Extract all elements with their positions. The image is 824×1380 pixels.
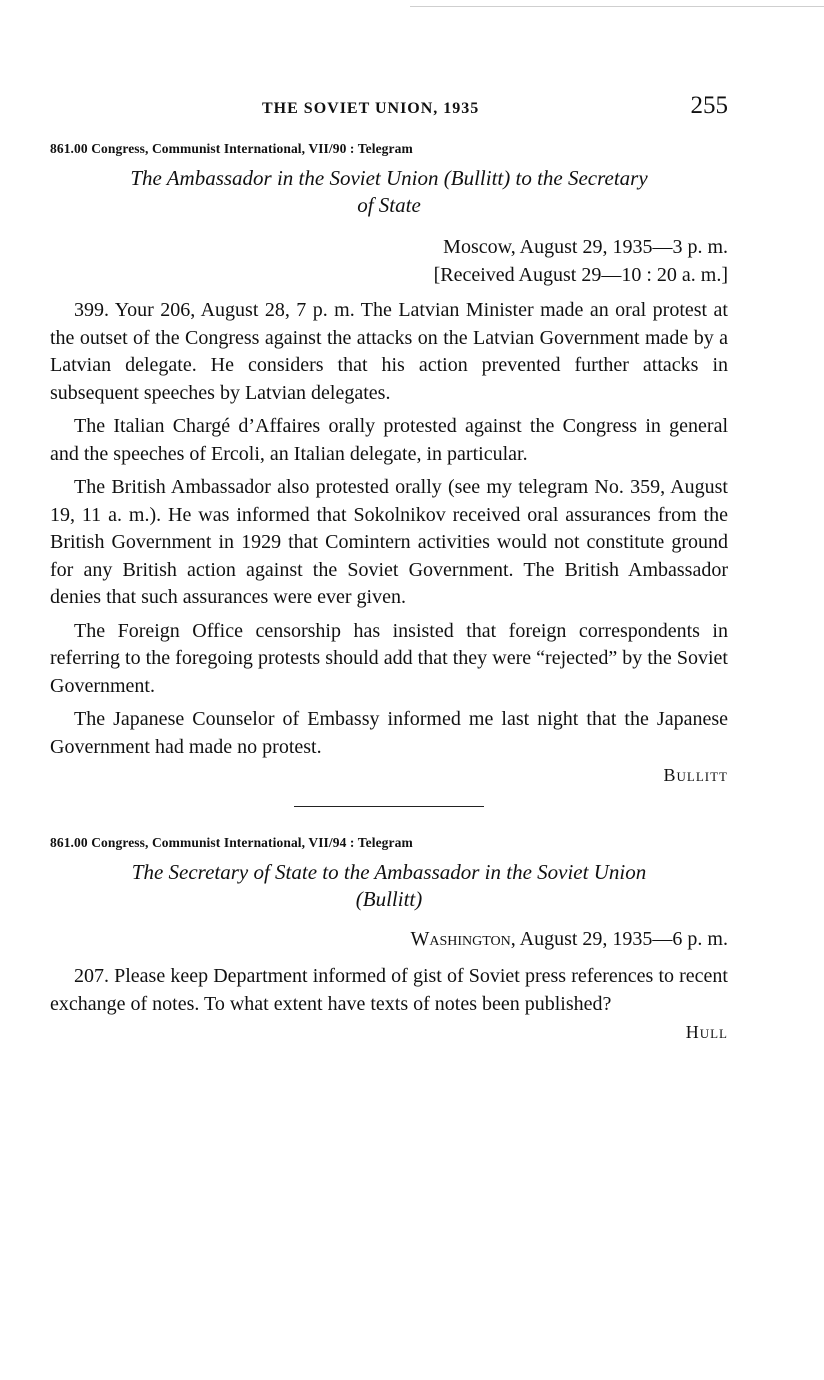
signature: Hull <box>685 1022 728 1042</box>
dateline-place: Washington <box>410 928 511 950</box>
body-paragraph: The Foreign Office censorship has insisted that foreign correspondents in referring to the foregoing protests should add that they were “rejected” by the Soviet Government. <box>50 619 728 697</box>
telegram-2 <box>50 835 728 1043</box>
body-paragraph: 207. Please keep Department informed of gist of Soviet press references to recent exchange of notes. To what extent have texts of notes been published? <box>50 965 728 1015</box>
telegram-1 <box>50 141 728 786</box>
section-divider <box>294 806 484 807</box>
body-paragraph: 399. Your 206, August 28, 7 p. m. The Latvian Minister made an oral protest at the outset of the Congress against the attacks on the Latvian Government made by a Latvian delegate. He considers that his action prevented further attacks in subsequent speeches by Latvian delegates. <box>50 299 728 404</box>
running-header <box>50 92 728 126</box>
body-paragraph: The British Ambassador also protested orally (see my telegram No. 359, August 19, 11 a. m.). He was informed that Sokolnikov received oral assurances from the British Government in 1929 that Comintern activities would not constitute ground for any British action against the Soviet Government. The British Ambassador denies that such assurances were ever given. <box>50 476 728 608</box>
signature: Bullitt <box>663 765 728 785</box>
document-page <box>50 92 728 1043</box>
file-reference: 861.00 Congress, Communist International, VII/94 : Telegram <box>50 835 413 850</box>
dateline <box>50 925 728 953</box>
telegram-title <box>50 165 728 219</box>
telegram-title <box>50 859 728 913</box>
running-title: THE SOVIET UNION, 1935 <box>262 100 480 117</box>
telegram-title-line: The Secretary of State to the Ambassador in the Soviet Union <box>131 860 647 884</box>
dateline-date: , August 29, 1935—6 p. m. <box>510 928 728 950</box>
body-paragraph: The Italian Chargé d’Affaires orally protested against the Congress in general and the speeches of Ercoli, an Italian delegate, in particular. <box>50 415 728 465</box>
file-reference: 861.00 Congress, Communist International, VII/90 : Telegram <box>50 141 413 156</box>
telegram-body <box>50 297 728 761</box>
dateline: Moscow, August 29, 1935—3 p. m. <box>443 236 728 258</box>
telegram-title-line: (Bullitt) <box>355 887 423 911</box>
telegram-title-line: The Ambassador in the Soviet Union (Bullitt) to the Secretary <box>130 166 648 190</box>
body-paragraph: The Japanese Counselor of Embassy informed me last night that the Japanese Government had made no protest. <box>50 708 728 758</box>
telegram-body <box>50 963 728 1018</box>
top-edge-rule <box>410 6 824 7</box>
page-number: 255 <box>690 92 728 119</box>
received-line: [Received August 29—10 : 20 a. m.] <box>433 264 728 286</box>
telegram-title-line: of State <box>357 193 421 217</box>
